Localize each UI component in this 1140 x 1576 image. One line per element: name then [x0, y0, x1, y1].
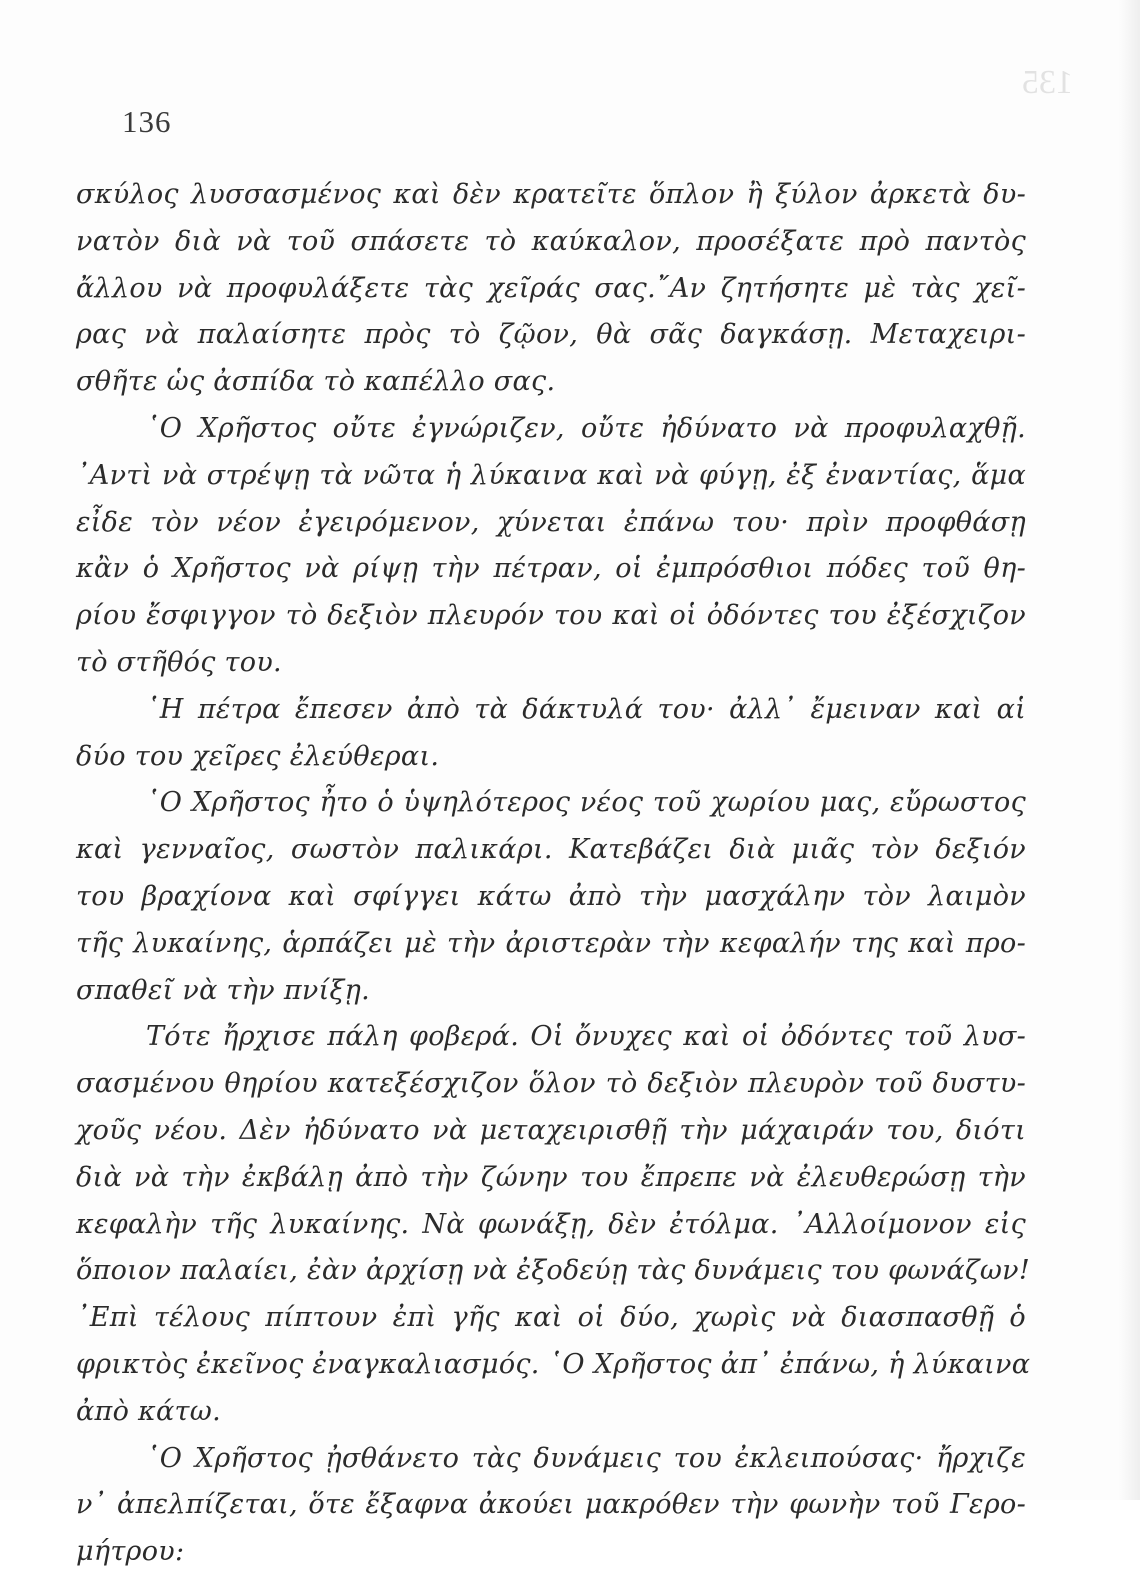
text-line: Τότε ἤρχισε πάλη φοβερά. Οἱ ὄνυχες καὶ οἱ ὀδόντες τοῦ λυσ- [146, 1021, 1026, 1053]
text-line: σπαθεῖ νὰ τὴν πνίξῃ. [76, 974, 371, 1006]
text-line: ἀπὸ κάτω. [76, 1395, 221, 1427]
text-line: σασμένου θηρίου κατεξέσχιζον ὅλον τὸ δεξιὸν πλευρὸν τοῦ δυστυ- [76, 1068, 1026, 1100]
show-through-page-number: 135 [1022, 64, 1073, 101]
text-line: ῾Ο Χρῆστος ἦτο ὁ ὑψηλότερος νέος τοῦ χωρίου μας, εὔρωστος [146, 787, 1026, 819]
text-line: δύο του χεῖρες ἐλεύθεραι. [76, 740, 440, 772]
text-line: καὶ γενναῖος, σωστὸν παλικάρι. Κατεβάζει διὰ μιᾶς τὸν δεξιόν [76, 834, 1026, 866]
text-line: ᾿Επὶ τέλους πίπτουν ἐπὶ γῆς καὶ οἱ δύο, χωρὶς νὰ διασπασθῇ ὁ [76, 1302, 1026, 1334]
text-line: εἶδε τὸν νέον ἐγειρόμενον, χύνεται ἐπάνω του· πρὶν προφθάσῃ [76, 506, 1026, 538]
page-number: 136 [122, 104, 172, 139]
text-line: διὰ νὰ τὴν ἐκβάλῃ ἀπὸ τὴν ζώνην του ἔπρεπε νὰ ἐλευθερώσῃ τὴν [76, 1161, 1026, 1193]
text-line: ρίου ἔσφιγγον τὸ δεξιὸν πλευρόν του καὶ οἱ ὀδόντες του ἐξέσχιζον [76, 600, 1026, 632]
text-line: νατὸν διὰ νὰ τοῦ σπάσετε τὸ καύκαλον, προσέξατε πρὸ παντὸς [76, 225, 1026, 257]
body-text [76, 172, 1031, 1576]
text-line: του βραχίονα καὶ σφίγγει κάτω ἀπὸ τὴν μασχάλην τὸν λαιμὸν [76, 880, 1026, 912]
text-line: χοῦς νέου. Δὲν ἠδύνατο νὰ μεταχειρισθῇ τὴν μάχαιράν του, διότι [76, 1114, 1026, 1146]
text-line: ᾿Αντὶ νὰ στρέψῃ τὰ νῶτα ἡ λύκαινα καὶ νὰ φύγῃ, ἐξ ἐναντίας, ἅμα [76, 459, 1026, 491]
text-line: τῆς λυκαίνης, ἁρπάζει μὲ τὴν ἀριστερὰν τὴν κεφαλήν της καὶ προ- [76, 927, 1026, 959]
text-line: μήτρου: [76, 1536, 185, 1568]
text-line: κἂν ὁ Χρῆστος νὰ ρίψῃ τὴν πέτραν, οἱ ἐμπρόσθιοι πόδες τοῦ θη- [76, 553, 1026, 585]
text-line: ρας νὰ παλαίσητε πρὸς τὸ ζῷον, θὰ σᾶς δαγκάσῃ. Μεταχειρι- [76, 319, 1026, 351]
text-line: ὅποιον παλαίει, ἐὰν ἀρχίσῃ νὰ ἐξοδεύῃ τὰς δυνάμεις του φωνάζων! [76, 1255, 1031, 1287]
text-line: φρικτὸς ἐκεῖνος ἐναγκαλιασμός. ῾Ο Χρῆστος ἀπ᾿ ἐπάνω, ἡ λύκαινα [76, 1348, 1031, 1380]
text-line: σθῆτε ὡς ἀσπίδα τὸ καπέλλο σας. [76, 366, 556, 398]
text-line: ν᾿ ἀπελπίζεται, ὅτε ἔξαφνα ἀκούει μακρόθεν τὴν φωνὴν τοῦ Γερο- [76, 1489, 1026, 1521]
text-line: ἄλλου νὰ προφυλάξετε τὰς χεῖράς σας.῎Αν ζητήσητε μὲ τὰς χεῖ- [76, 272, 1026, 304]
text-line: κεφαλὴν τῆς λυκαίνης. Νὰ φωνάξῃ, δὲν ἐτόλμα. ᾿Αλλοίμονον εἰς [76, 1208, 1026, 1240]
text-line: τὸ στῆθός του. [76, 646, 282, 678]
text-line: σκύλος λυσσασμένος καὶ δὲν κρατεῖτε ὅπλον ἢ ξύλον ἀρκετὰ δυ- [76, 179, 1026, 210]
text-line: ῾Η πέτρα ἔπεσεν ἀπὸ τὰ δάκτυλά του· ἀλλ᾿ ἔμειναν καὶ αἱ [146, 693, 1026, 725]
page-edge-shadow [1118, 0, 1140, 1500]
text-line: ῾Ο Χρῆστος οὔτε ἐγνώριζεν, οὔτε ἠδύνατο νὰ προφυλαχθῇ. [146, 412, 1026, 444]
text-line: ῾Ο Χρῆστος ᾐσθάνετο τὰς δυνάμεις του ἐκλειπούσας· ἤρχιζε [146, 1442, 1026, 1474]
